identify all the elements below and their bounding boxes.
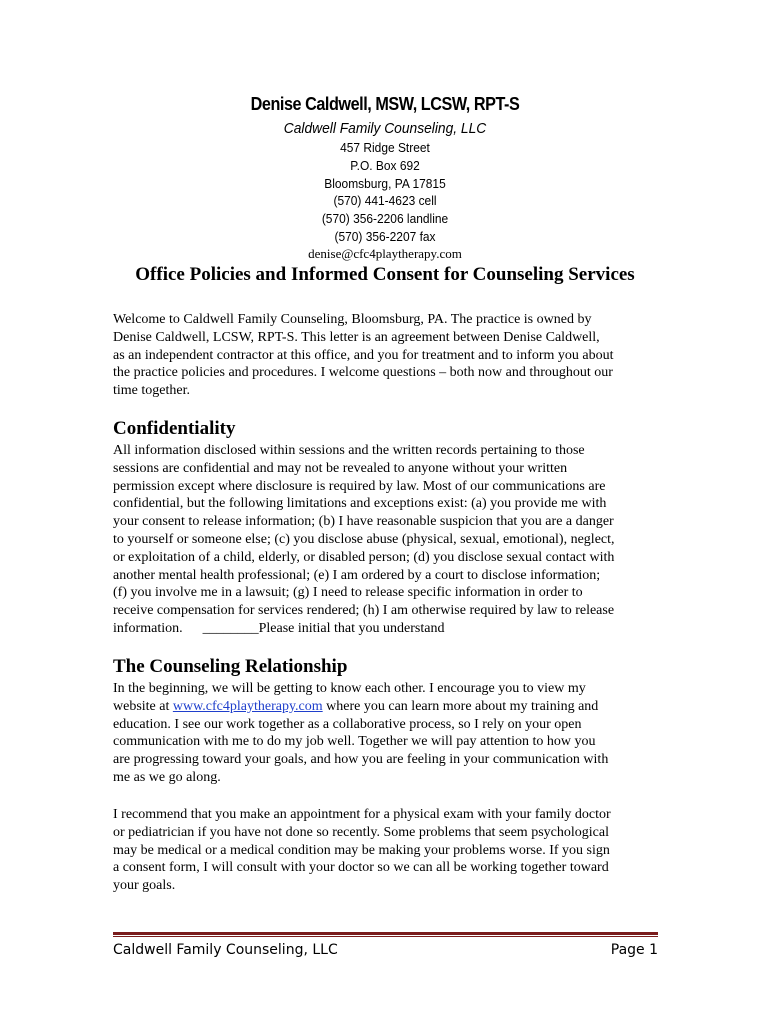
footer-divider bbox=[113, 932, 658, 935]
text-line: may be medical or a medical condition may be making your problems worse. If you sign bbox=[113, 842, 610, 858]
initial-blank-field[interactable]: ________ bbox=[202, 620, 259, 636]
intro-paragraph bbox=[113, 311, 673, 400]
text-line: or exploitation of a child, elderly, or disabled person; (d) you disclose sexual contact with bbox=[113, 549, 615, 565]
text-line bbox=[113, 698, 673, 716]
text-line: to yourself or someone else; (c) you disclose abuse (physical, sexual, emotional), neglect, bbox=[113, 531, 615, 547]
phone-cell: (570) 441-4623 cell bbox=[333, 193, 437, 208]
text-line: as an independent contractor at this office, and you for treatment and to inform you about bbox=[113, 347, 614, 363]
phone-landline: (570) 356-2206 landline bbox=[321, 211, 449, 226]
page-number: Page 1 bbox=[610, 942, 658, 958]
text-line: time together. bbox=[113, 383, 190, 399]
initial-line bbox=[113, 620, 673, 638]
text-fragment: information. bbox=[113, 620, 183, 636]
phone-fax: (570) 356-2207 fax bbox=[334, 229, 436, 244]
text-line: (f) you involve me in a lawsuit; (g) I need to release specific information in order to bbox=[113, 585, 583, 601]
text-fragment: where you can learn more about my training and bbox=[322, 698, 599, 714]
confidentiality-paragraph bbox=[113, 442, 673, 638]
address-line: P.O. Box 692 bbox=[350, 158, 420, 173]
relationship-paragraph-1 bbox=[113, 680, 673, 787]
text-line: communication with me to do my job well. Together we will pay attention to how you bbox=[113, 734, 596, 750]
text-line: your goals. bbox=[113, 878, 176, 894]
text-line: a consent form, I will consult with your doctor so we can all be working together toward bbox=[113, 860, 609, 876]
practice-name: Caldwell Family Counseling, LLC bbox=[283, 120, 487, 137]
text-line: confidential, but the following limitations and exceptions exist: (a) you provide me with bbox=[113, 496, 607, 512]
text-line: All information disclosed within sessions and the written records pertaining to those bbox=[113, 443, 585, 458]
text-line: another mental health professional; (e) I am ordered by a court to disclose information; bbox=[113, 567, 601, 583]
text-line: education. I see our work together as a collaborative process, so I rely on your open bbox=[113, 716, 582, 732]
address-line: Bloomsburg, PA 17815 bbox=[324, 176, 446, 191]
confidentiality-heading: Confidentiality bbox=[113, 418, 236, 439]
text-line: are progressing toward your goals, and how you are feeling in your communication with bbox=[113, 752, 609, 768]
text-line: your consent to release information; (b) I have reasonable suspicion that you are a danger bbox=[113, 514, 614, 530]
document-title: Office Policies and Informed Consent for Counseling Services bbox=[135, 264, 635, 285]
text-line: or pediatrician if you have not done so recently. Some problems that seem psychological bbox=[113, 824, 609, 840]
text-line: permission except where disclosure is required by law. Most of our communications are bbox=[113, 478, 606, 494]
text-line: the practice policies and procedures. I welcome questions – both now and throughout our bbox=[113, 365, 613, 381]
relationship-paragraph-2 bbox=[113, 806, 673, 895]
text-line: In the beginning, we will be getting to know each other. I encourage you to view my bbox=[113, 681, 586, 696]
email-address: denise@cfc4playtherapy.com bbox=[308, 246, 462, 261]
author-name: Denise Caldwell, MSW, LCSW, RPT-S bbox=[250, 94, 520, 114]
text-line: sessions are confidential and may not be revealed to anyone without your written bbox=[113, 460, 568, 476]
text-line: Denise Caldwell, LCSW, RPT-S. This letter is an agreement between Denise Caldwell, bbox=[113, 329, 600, 345]
text-fragment: website at bbox=[113, 698, 173, 714]
text-line: me as we go along. bbox=[113, 769, 221, 785]
text-line: I recommend that you make an appointment for a physical exam with your family doctor bbox=[113, 807, 611, 822]
address-line: 457 Ridge Street bbox=[340, 140, 430, 155]
footer-practice-name: Caldwell Family Counseling, LLC bbox=[113, 942, 338, 958]
text-line: Welcome to Caldwell Family Counseling, Bloomsburg, PA. The practice is owned by bbox=[113, 312, 592, 327]
counseling-relationship-heading: The Counseling Relationship bbox=[113, 656, 348, 677]
footer-divider-thin bbox=[113, 936, 658, 937]
initial-instruction: Please initial that you understand bbox=[258, 620, 445, 636]
website-link[interactable]: www.cfc4playtherapy.com bbox=[172, 698, 323, 714]
text-line: receive compensation for services rendered; (h) I am otherwise required by law to release bbox=[113, 603, 615, 619]
